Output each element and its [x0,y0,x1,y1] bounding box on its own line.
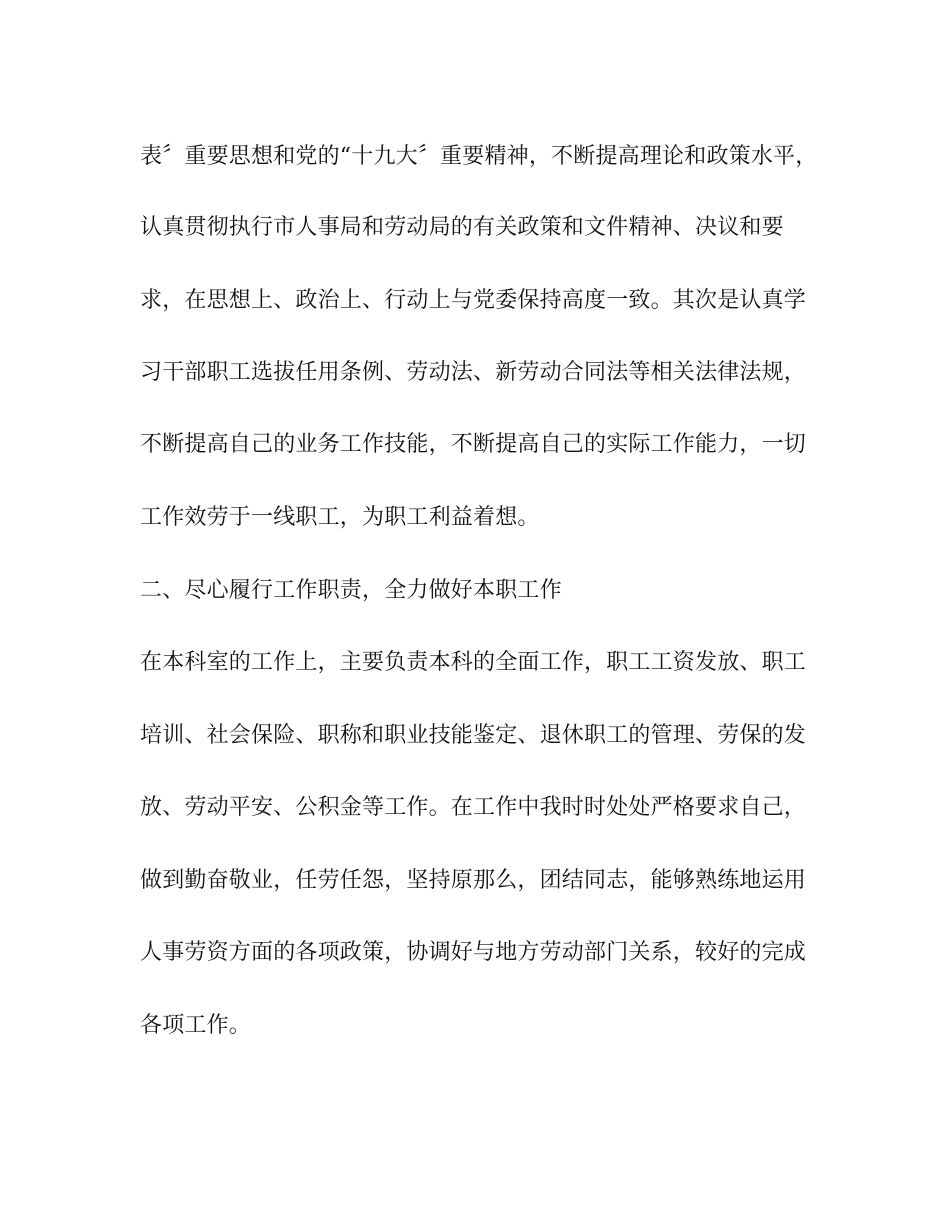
text-line: 在本科室的工作上，主要负责本科的全面工作，职工工资发放、职工 [140,650,807,675]
text-line: 培训、社会保险、职称和职业技能鉴定、退休职工的管理、劳保的发 [140,723,807,748]
text-line: 求，在思想上、政治上、行动上与党委保持高度一致。其次是认真学 [140,288,807,313]
text-line: 放、劳动平安、公积金等工作。在工作中我时时处处严格要求自己， [140,795,807,820]
text-line: 各项工作。 [140,1013,252,1038]
section-heading: 二、尽心履行工作职责，全力做好本职工作 [140,578,562,603]
text-line: 做到勤奋敬业，任劳任怨，坚持原那么，团结同志，能够熟练地运用 [140,868,807,893]
text-line: 工作效劳于一线职工，为职工利益着想。 [140,505,540,530]
text-line: 认真贯彻执行市人事局和劳动局的有关政策和文件精神、决议和要 [140,215,784,240]
text-line: 人事劳资方面的各项政策，协调好与地方劳动部门关系，较好的完成 [140,940,807,965]
text-line: 不断提高自己的业务工作技能，不断提高自己的实际工作能力，一切 [140,432,807,457]
text-line: 表〞重要思想和党的“十九大〞重要精神，不断提高理论和政策水平， [140,144,818,169]
text-line: 习干部职工选拔任用条例、劳动法、新劳动合同法等相关法律法规， [140,360,807,385]
